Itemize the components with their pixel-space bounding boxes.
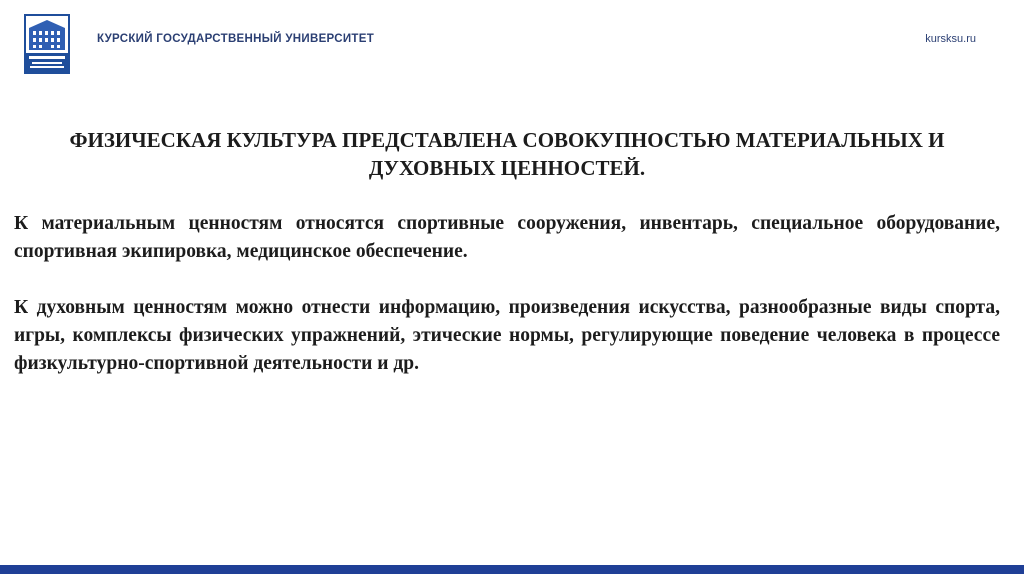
slide-heading: ФИЗИЧЕСКАЯ КУЛЬТУРА ПРЕДСТАВЛЕНА СОВОКУПНОСТЬЮ МАТЕРИАЛЬНЫХ И ДУХОВНЫХ ЦЕННОСТЕЙ.: [69, 128, 945, 180]
university-name: КУРСКИЙ ГОСУДАРСТВЕННЫЙ УНИВЕРСИТЕТ: [97, 33, 375, 45]
building-icon: [26, 16, 68, 72]
slide-header: [0, 0, 1024, 90]
slide-content: [14, 126, 1000, 378]
university-logo: [24, 14, 70, 74]
material-values-paragraph: К материальным ценностям относятся спортивные сооружения, инвентарь, специальное оборудование, спортивная экипировка, медицинское обеспечение.: [14, 213, 1000, 262]
bottom-accent-bar: [0, 565, 1024, 574]
spiritual-values-paragraph: К духовным ценностям можно отнести информацию, произведения искусства, разнообразные виды спорта, игры, комплексы физических упражнений, этические нормы, регулирующие поведение человека в процессе физкультурно-спортивной деятельности и др.: [14, 297, 1000, 374]
site-url: kursksu.ru: [925, 33, 976, 45]
